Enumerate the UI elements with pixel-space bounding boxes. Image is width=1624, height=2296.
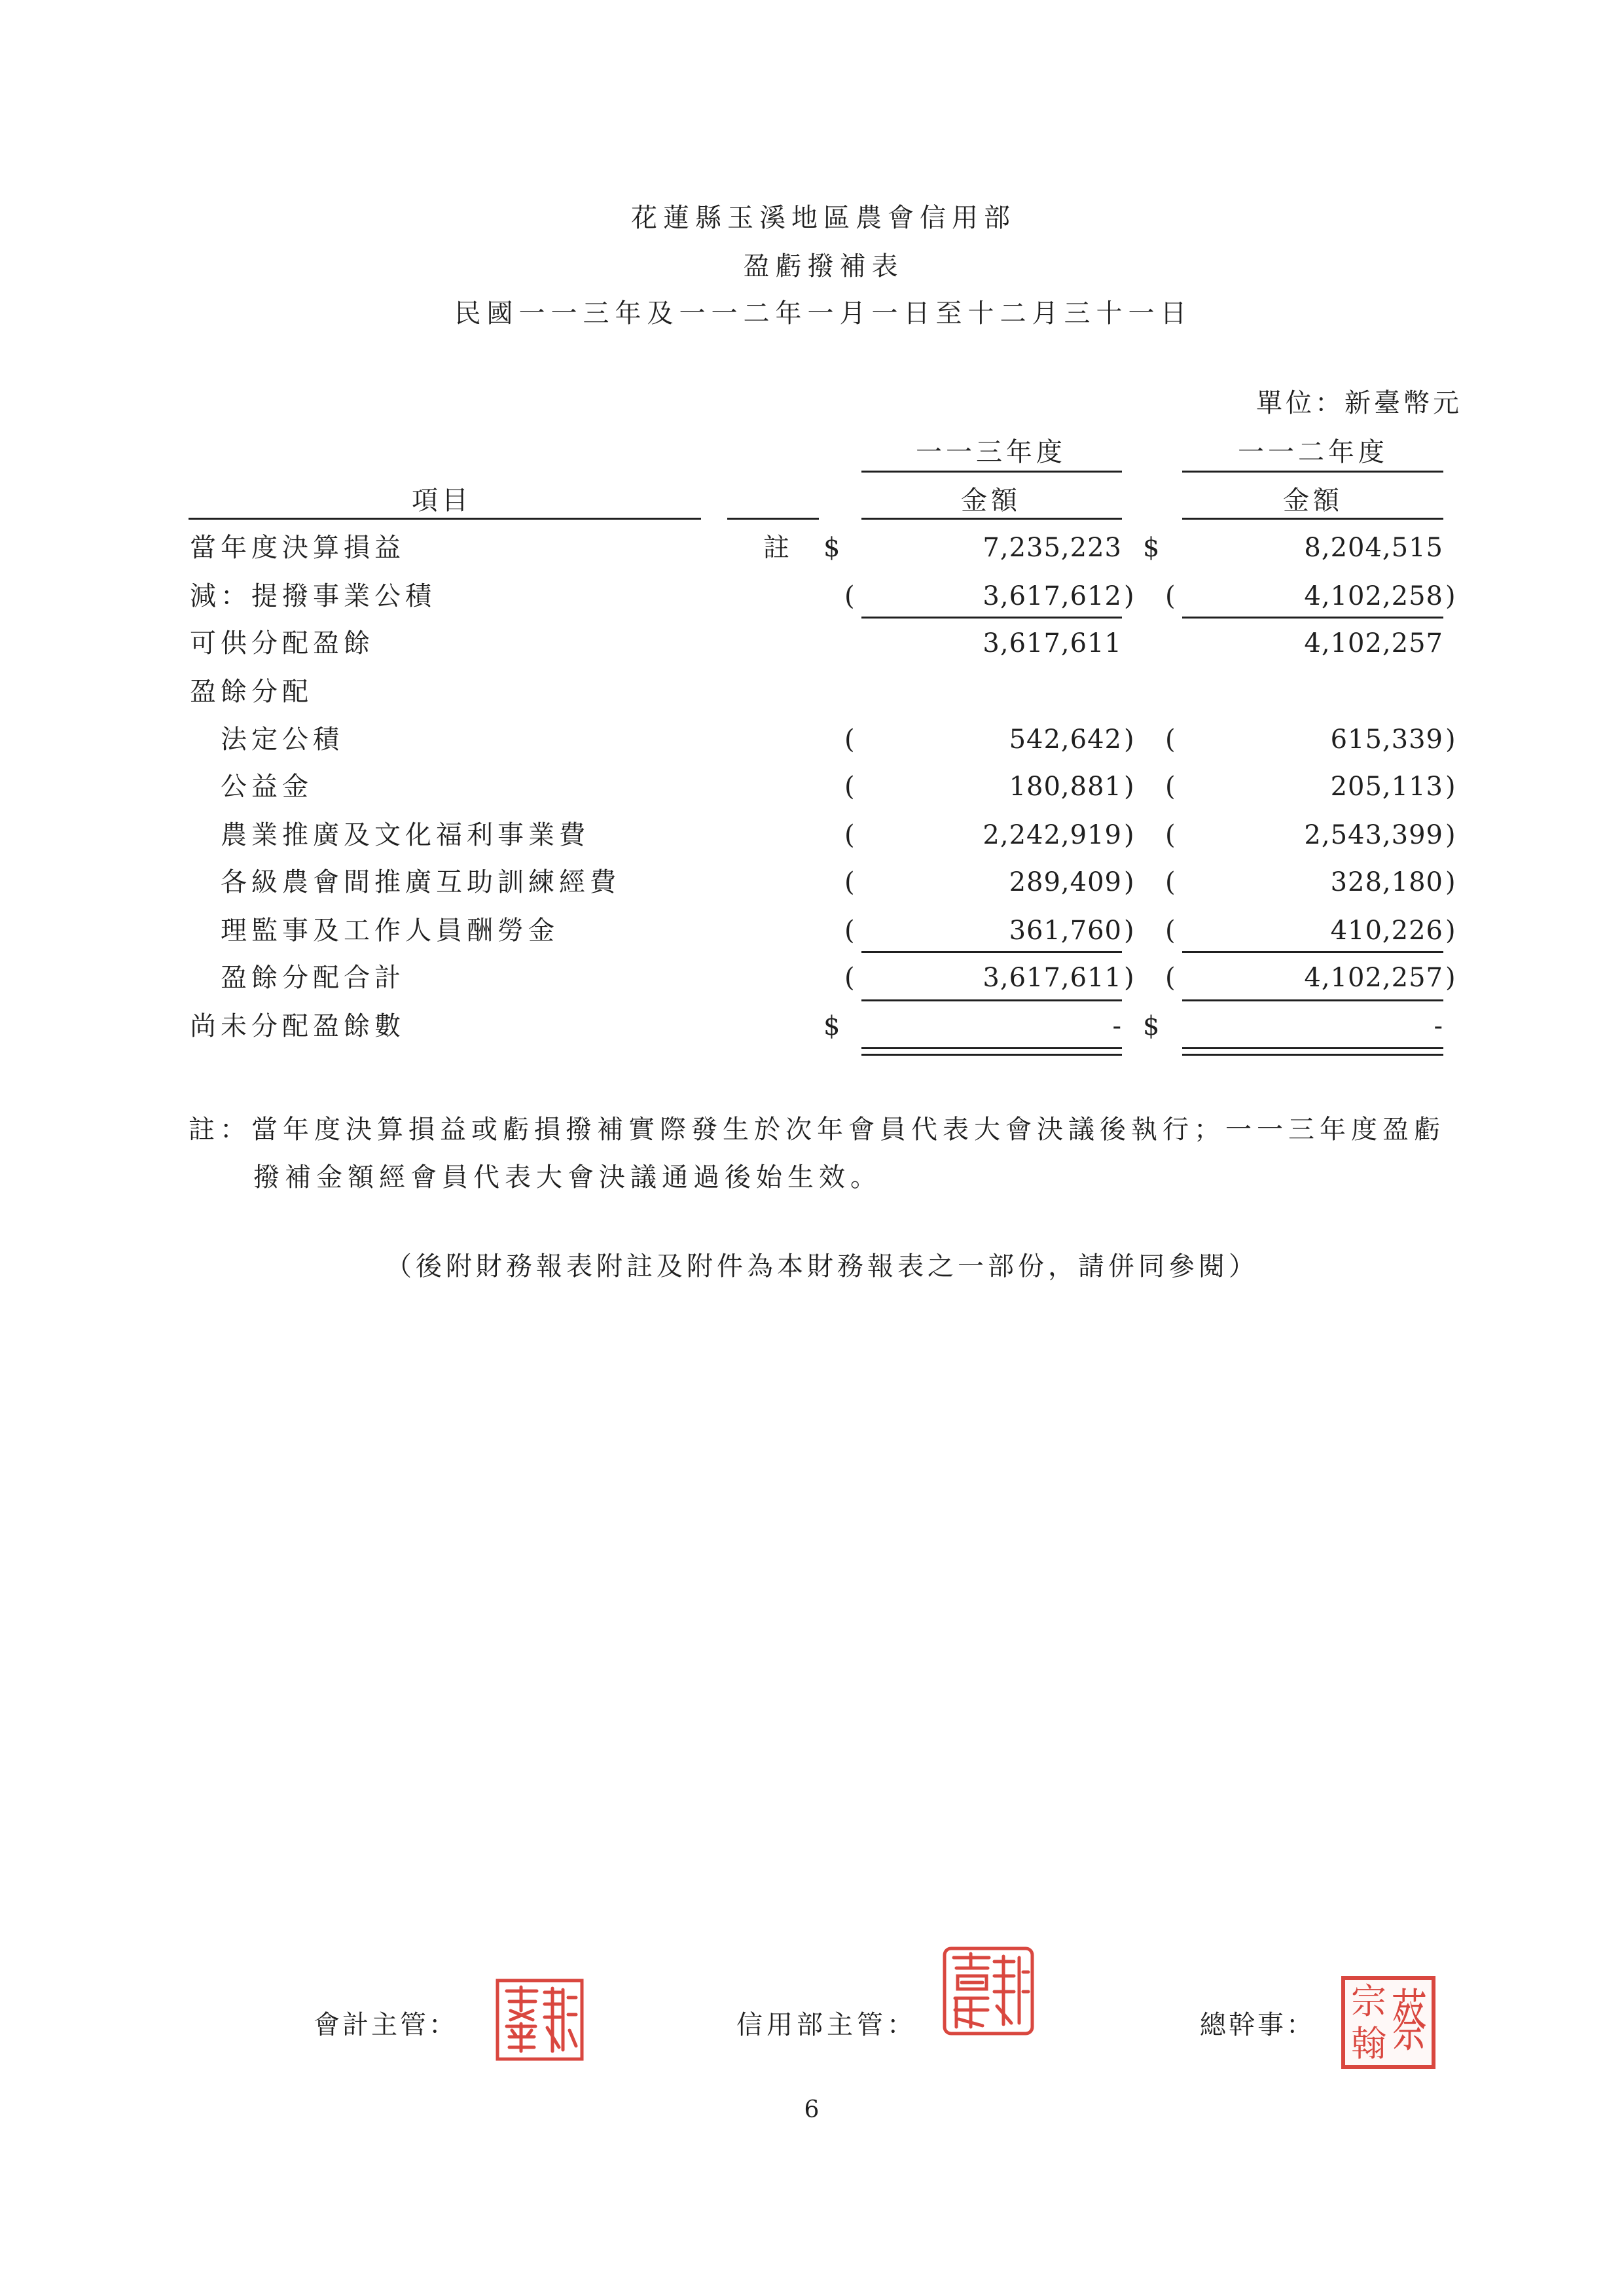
amount-112: - (1434, 1011, 1443, 1041)
open-paren: ( (844, 772, 855, 802)
close-paren: ) (1124, 916, 1134, 946)
page-number: 6 (804, 2096, 820, 2123)
close-paren: ) (1124, 581, 1134, 611)
column-item: 項目 (412, 486, 472, 516)
row-label: 減：提撥事業公積 (190, 581, 436, 611)
open-paren: ( (844, 867, 855, 897)
amount-113-underline (861, 518, 1122, 520)
seal-stamp-accounting (495, 1978, 585, 2062)
close-paren: ) (1124, 772, 1134, 802)
note-column-underline (727, 518, 819, 520)
table-row (0, 767, 1624, 806)
table-row (0, 672, 1624, 711)
seal-left-column (1348, 1980, 1390, 2065)
row-label: 可供分配盈餘 (190, 628, 374, 658)
currency-symbol: $ (823, 533, 840, 563)
open-paren: ( (844, 963, 855, 993)
table-row (0, 911, 1624, 950)
close-paren: ) (1445, 772, 1456, 802)
amount-112: 2,543,399 (1304, 820, 1443, 850)
open-paren: ( (844, 820, 855, 850)
seal-right-column (1388, 1980, 1430, 2065)
seal-character: 蔡 (1392, 1982, 1427, 2061)
amount-113: 7,235,223 (983, 533, 1122, 563)
subtotal-rule (1182, 617, 1443, 619)
reference-note: （後附財務報表附註及附件為本財務報表之一部份，請併同參閱） (386, 1251, 1259, 1282)
double-rule-bottom (861, 1054, 1122, 1056)
close-paren: ) (1124, 725, 1134, 755)
amount-112-underline (1182, 518, 1443, 520)
item-underline (189, 518, 701, 520)
double-rule-top (861, 1047, 1122, 1049)
total-rule (1182, 999, 1443, 1001)
row-label: 理監事及工作人員酬勞金 (221, 916, 559, 946)
row-label: 公益金 (221, 772, 313, 802)
table-row (0, 1007, 1624, 1046)
double-rule-bottom (1182, 1054, 1443, 1056)
close-paren: ) (1124, 963, 1134, 993)
amount-113: 289,409 (1009, 867, 1122, 897)
signature-label-accounting: 會計主管： (314, 2010, 458, 2040)
row-label: 法定公積 (221, 725, 344, 755)
currency-unit: 單位：新臺幣元 (1256, 388, 1462, 418)
currency-symbol: $ (1143, 1011, 1160, 1041)
amount-112: 410,226 (1330, 916, 1443, 946)
subtotal-rule (861, 951, 1122, 953)
table-row (0, 577, 1624, 616)
year-112-underline (1182, 471, 1443, 473)
open-paren: ( (844, 725, 855, 755)
seal-character: 翰 (1351, 2022, 1386, 2064)
close-paren: ) (1445, 916, 1456, 946)
close-paren: ) (1124, 820, 1134, 850)
footnote-line-2: 撥補金額經會員代表大會決議通過後始生效。 (253, 1162, 882, 1193)
double-rule-top (1182, 1047, 1443, 1049)
total-rule (861, 999, 1122, 1001)
amount-113: 3,617,611 (983, 628, 1122, 658)
amount-113: 2,242,919 (983, 820, 1122, 850)
amount-112: 205,113 (1330, 772, 1443, 802)
open-paren: ( (1165, 581, 1176, 611)
subtotal-rule (861, 617, 1122, 619)
close-paren: ) (1445, 820, 1456, 850)
column-year-112: 一一二年度 (1238, 437, 1388, 467)
open-paren: ( (1165, 725, 1176, 755)
seal-stamp-general-manager (1341, 1976, 1435, 2069)
column-amount-113: 金額 (961, 486, 1021, 516)
amount-113: 180,881 (1009, 772, 1122, 802)
statement-title: 盈虧撥補表 (743, 251, 904, 281)
open-paren: ( (1165, 772, 1176, 802)
row-label: 盈餘分配合計 (221, 963, 405, 993)
footnote-line-1: 註：當年度決算損益或虧損撥補實際發生於次年會員代表大會決議後執行；一一三年度盈虧 (189, 1115, 1445, 1145)
table-row (0, 720, 1624, 759)
open-paren: ( (1165, 916, 1176, 946)
table-row (0, 528, 1624, 567)
row-label: 農業推廣及文化福利事業費 (221, 820, 590, 850)
subtotal-rule (1182, 951, 1443, 953)
close-paren: ) (1445, 867, 1456, 897)
amount-112: 8,204,515 (1304, 533, 1443, 563)
note-marker: 註 (763, 533, 789, 563)
close-paren: ) (1445, 963, 1456, 993)
close-paren: ) (1124, 867, 1134, 897)
open-paren: ( (1165, 820, 1176, 850)
open-paren: ( (844, 916, 855, 946)
row-label: 各級農會間推廣互助訓練經費 (221, 867, 621, 897)
table-row (0, 816, 1624, 855)
signature-label-general-manager: 總幹事： (1200, 2010, 1315, 2040)
amount-112: 4,102,257 (1304, 628, 1443, 658)
amount-112: 328,180 (1330, 867, 1443, 897)
year-113-underline (861, 471, 1122, 473)
table-row (0, 863, 1624, 902)
currency-symbol: $ (823, 1011, 840, 1041)
amount-112: 4,102,257 (1304, 963, 1443, 993)
open-paren: ( (1165, 963, 1176, 993)
amount-113: 3,617,612 (983, 581, 1122, 611)
amount-113: - (1112, 1011, 1122, 1041)
section-label: 盈餘分配 (190, 677, 313, 707)
seal-stamp-credit-manager (942, 1946, 1035, 2036)
table-row (0, 958, 1624, 997)
signature-label-credit-manager: 信用部主管： (736, 2010, 917, 2040)
column-amount-112: 金額 (1283, 486, 1343, 516)
table-row (0, 624, 1624, 663)
amount-113: 361,760 (1009, 916, 1122, 946)
organization-name: 花蓮縣玉溪地區農會信用部 (631, 203, 1016, 233)
amount-112: 615,339 (1330, 725, 1443, 755)
open-paren: ( (1165, 867, 1176, 897)
close-paren: ) (1445, 725, 1456, 755)
currency-symbol: $ (1143, 533, 1160, 563)
row-label: 當年度決算損益 (190, 533, 405, 563)
row-label: 尚未分配盈餘數 (190, 1011, 405, 1041)
seal-character: 宗 (1351, 1980, 1386, 2022)
amount-112: 4,102,258 (1304, 581, 1443, 611)
column-year-113: 一一三年度 (916, 437, 1066, 467)
open-paren: ( (844, 581, 855, 611)
statement-period: 民國一一三年及一一二年一月一日至十二月三十一日 (454, 298, 1193, 329)
close-paren: ) (1445, 581, 1456, 611)
amount-113: 542,642 (1009, 725, 1122, 755)
amount-113: 3,617,611 (983, 963, 1122, 993)
